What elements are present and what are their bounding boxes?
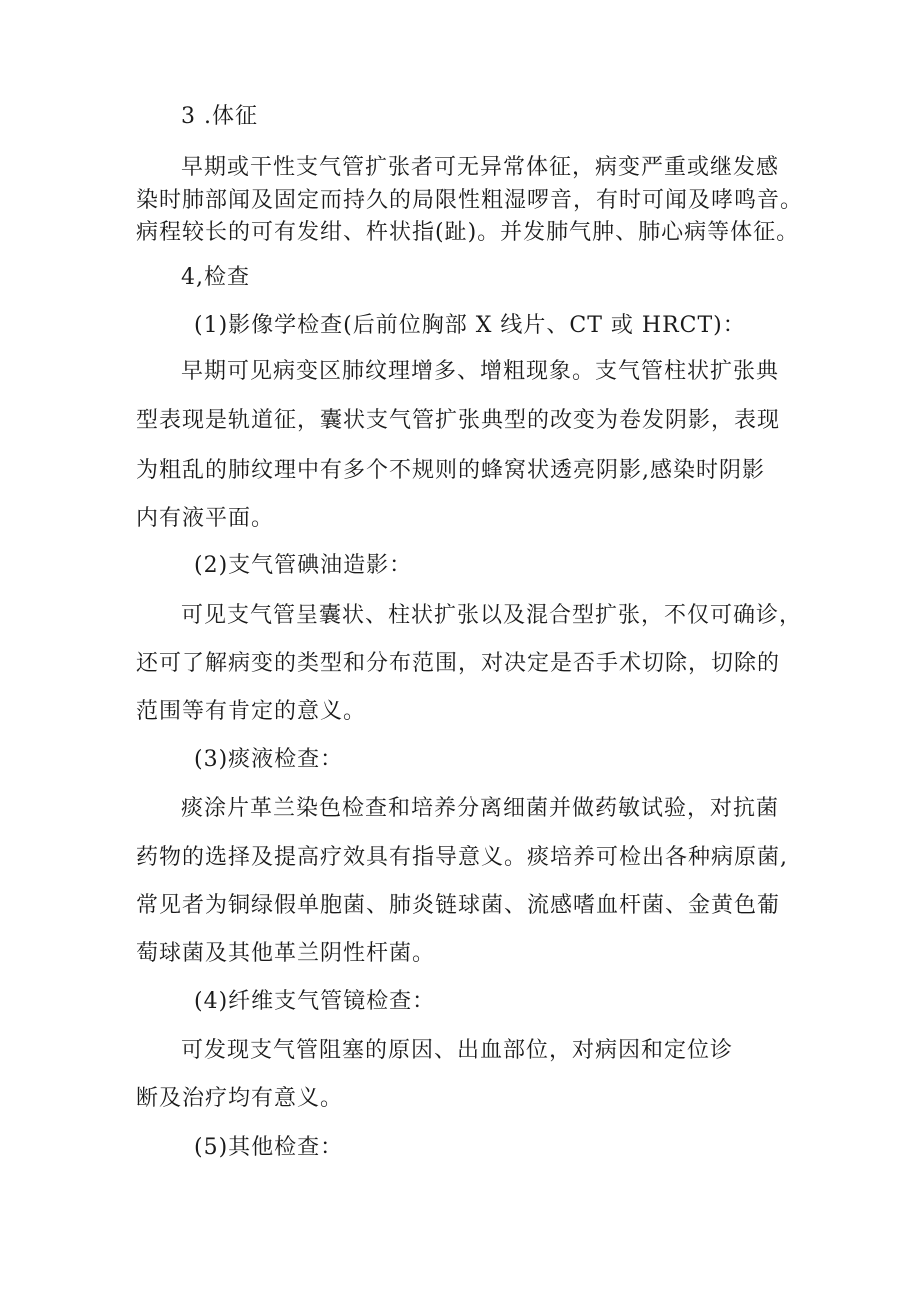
paragraph-line: 早期或干性支气管扩张者可无异常体征，病变严重或继发感 <box>181 155 780 180</box>
paragraph-line: 内有液平面。 <box>136 506 275 531</box>
paragraph-line: 痰涂片革兰染色检查和培养分离细菌并做药敏试验，对抗菌 <box>181 796 780 821</box>
subsection-heading: (4)纤维支气管镜检查： <box>194 989 436 1014</box>
section-heading: 4,检查 <box>181 265 250 290</box>
subsection-heading: (5)其他检查： <box>194 1135 344 1160</box>
paragraph-line: 早期可见病变区肺纹理增多、增粗现象。支气管柱状扩张典 <box>181 359 780 384</box>
subsection-heading: (1)影像学检查(后前位胸部 X 线片、CT 或 HRCT)： <box>194 313 746 338</box>
paragraph-line: 萄球菌及其他革兰阴性杆菌。 <box>136 941 436 966</box>
paragraph-line: 药物的选择及提高疗效具有指导意义。痰培养可检出各种病原菌, <box>136 845 788 870</box>
paragraph-line: 断及治疗均有意义。 <box>136 1086 344 1111</box>
paragraph-line: 可见支气管呈囊状、柱状扩张以及混合型扩张，不仅可确诊， <box>181 603 803 628</box>
paragraph-line: 可发现支气管阻塞的原因、出血部位，对病因和定位诊 <box>181 1038 734 1063</box>
subsection-heading: (3)痰液检查： <box>194 747 344 772</box>
paragraph-line: 病程较长的可有发绀、杵状指(趾)。并发肺气肿、肺心病等体征。 <box>136 220 800 245</box>
paragraph-line: 型表现是轨道征，囊状支气管扩张典型的改变为卷发阴影，表现 <box>136 408 781 433</box>
paragraph-line: 还可了解病变的类型和分布范围，对决定是否手术切除，切除的 <box>136 651 781 676</box>
paragraph-line: 常见者为铜绿假单胞菌、肺炎链球菌、流感嗜血杆菌、金黄色葡 <box>136 893 781 918</box>
section-heading: 3 .体征 <box>181 104 258 129</box>
paragraph-line: 染时肺部闻及固定而持久的局限性粗湿啰音，有时可闻及哮鸣音。 <box>136 188 804 213</box>
paragraph-line: 为粗乱的肺纹理中有多个不规则的蜂窝状透亮阴影,感染时阴影 <box>136 458 765 483</box>
paragraph-line: 范围等有肯定的意义。 <box>136 699 367 724</box>
subsection-heading: (2)支气管碘油造影： <box>194 553 413 578</box>
